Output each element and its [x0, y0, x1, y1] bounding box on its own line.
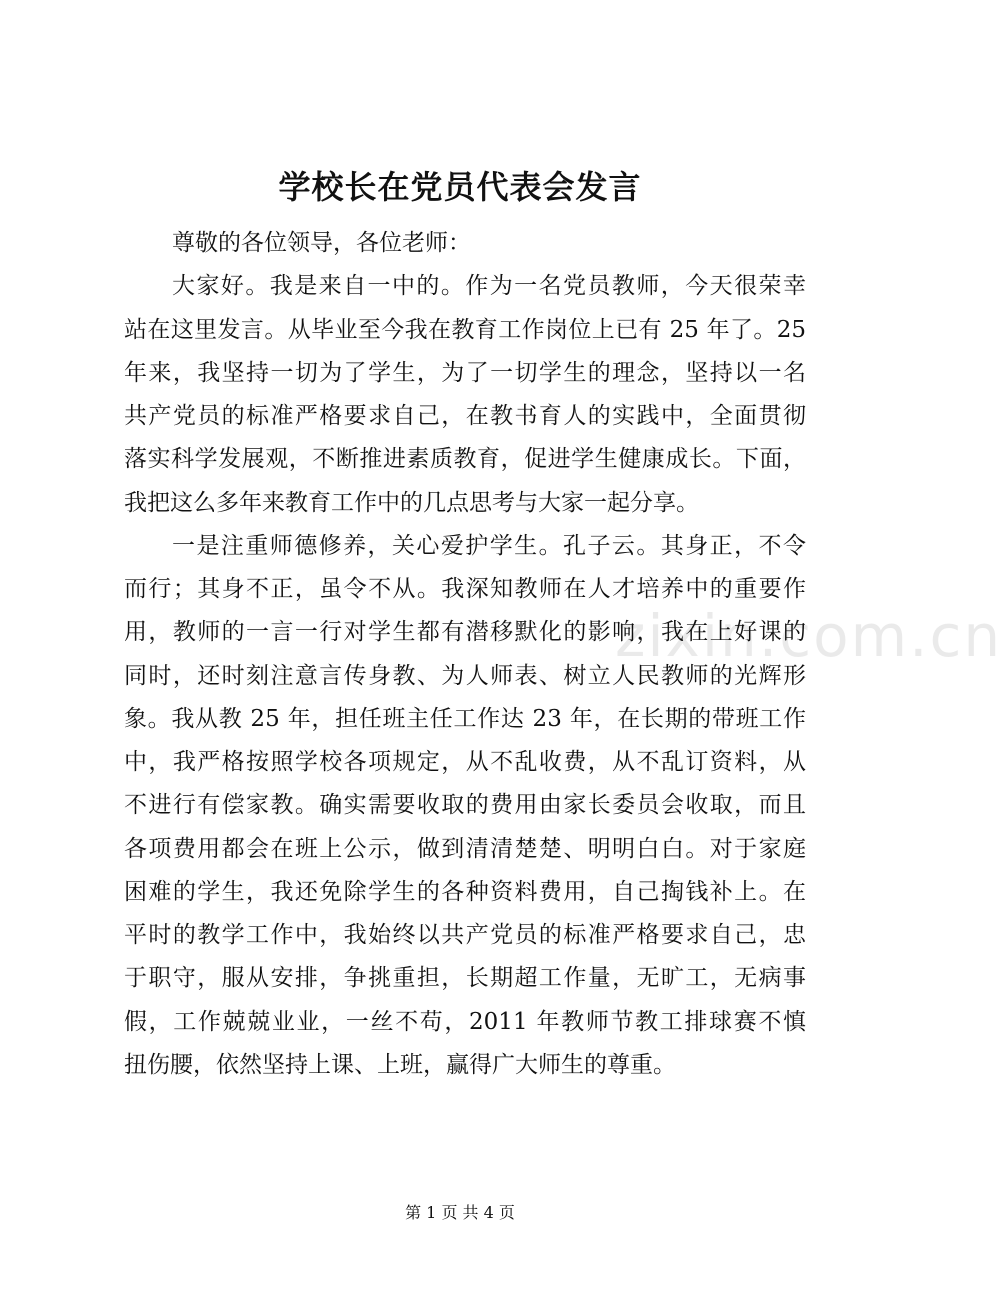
page-footer: 第 1 页 共 4 页 — [405, 1203, 515, 1222]
paragraph-line: 落实科学发展观，不断推进素质教育，促进学生健康成长。下面， — [124, 446, 806, 473]
paragraph-line: 象。我从教 25 年，担任班主任工作达 23 年，在长期的带班工作 — [124, 705, 806, 732]
paragraph-line: 假，工作兢兢业业，一丝不苟，2011 年教师节教工排球赛不慎 — [124, 1008, 806, 1035]
paragraph-line: 平时的教学工作中，我始终以共产党员的标准严格要求自己，忠 — [124, 922, 806, 948]
paragraph-line: 而行；其身不正，虽令不从。我深知教师在人才培养中的重要作 — [124, 576, 806, 602]
document-title: 学校长在党员代表会发言 — [278, 168, 642, 206]
paragraph-line: 我把这么多年来教育工作中的几点思考与大家一起分享。 — [124, 489, 699, 516]
paragraph-line: 共产党员的标准严格要求自己，在教书育人的实践中，全面贯彻 — [124, 403, 806, 429]
paragraph-line: 同时，还时刻注意言传身教、为人师表、树立人民教师的光辉形 — [124, 662, 806, 689]
paragraph-line: 一是注重师德修养，关心爱护学生。孔子云。其身正，不令 — [172, 532, 806, 559]
paragraph-line: 站在这里发言。从毕业至今我在教育工作岗位上已有 25 年了。25 — [124, 316, 806, 343]
paragraph-line: 于职守，服从安排，争挑重担，长期超工作量，无旷工，无病事 — [124, 965, 806, 992]
paragraph-line: 困难的学生，我还免除学生的各种资料费用，自己掏钱补上。在 — [124, 878, 806, 905]
paragraph-line: 各项费用都会在班上公示，做到清清楚楚、明明白白。对于家庭 — [124, 835, 806, 862]
watermark: zixin.com.cn — [615, 602, 1002, 670]
paragraph-line: 不进行有偿家教。确实需要收取的费用由家长委员会收取，而且 — [124, 792, 806, 819]
paragraph-line: 年来，我坚持一切为了学生，为了一切学生的理念，坚持以一名 — [124, 359, 806, 386]
paragraph-line: 大家好。我是来自一中的。作为一名党员教师，今天很荣幸 — [172, 273, 806, 300]
greeting-line: 尊敬的各位领导，各位老师： — [172, 230, 471, 256]
paragraph-line: 中，我严格按照学校各项规定，从不乱收费，从不乱订资料，从 — [124, 749, 806, 775]
paragraph-line: 扭伤腰，依然坚持上课、上班，赢得广大师生的尊重。 — [124, 1051, 676, 1078]
paragraph-line: 用，教师的一言一行对学生都有潜移默化的影响，我在上好课的 — [124, 619, 806, 646]
